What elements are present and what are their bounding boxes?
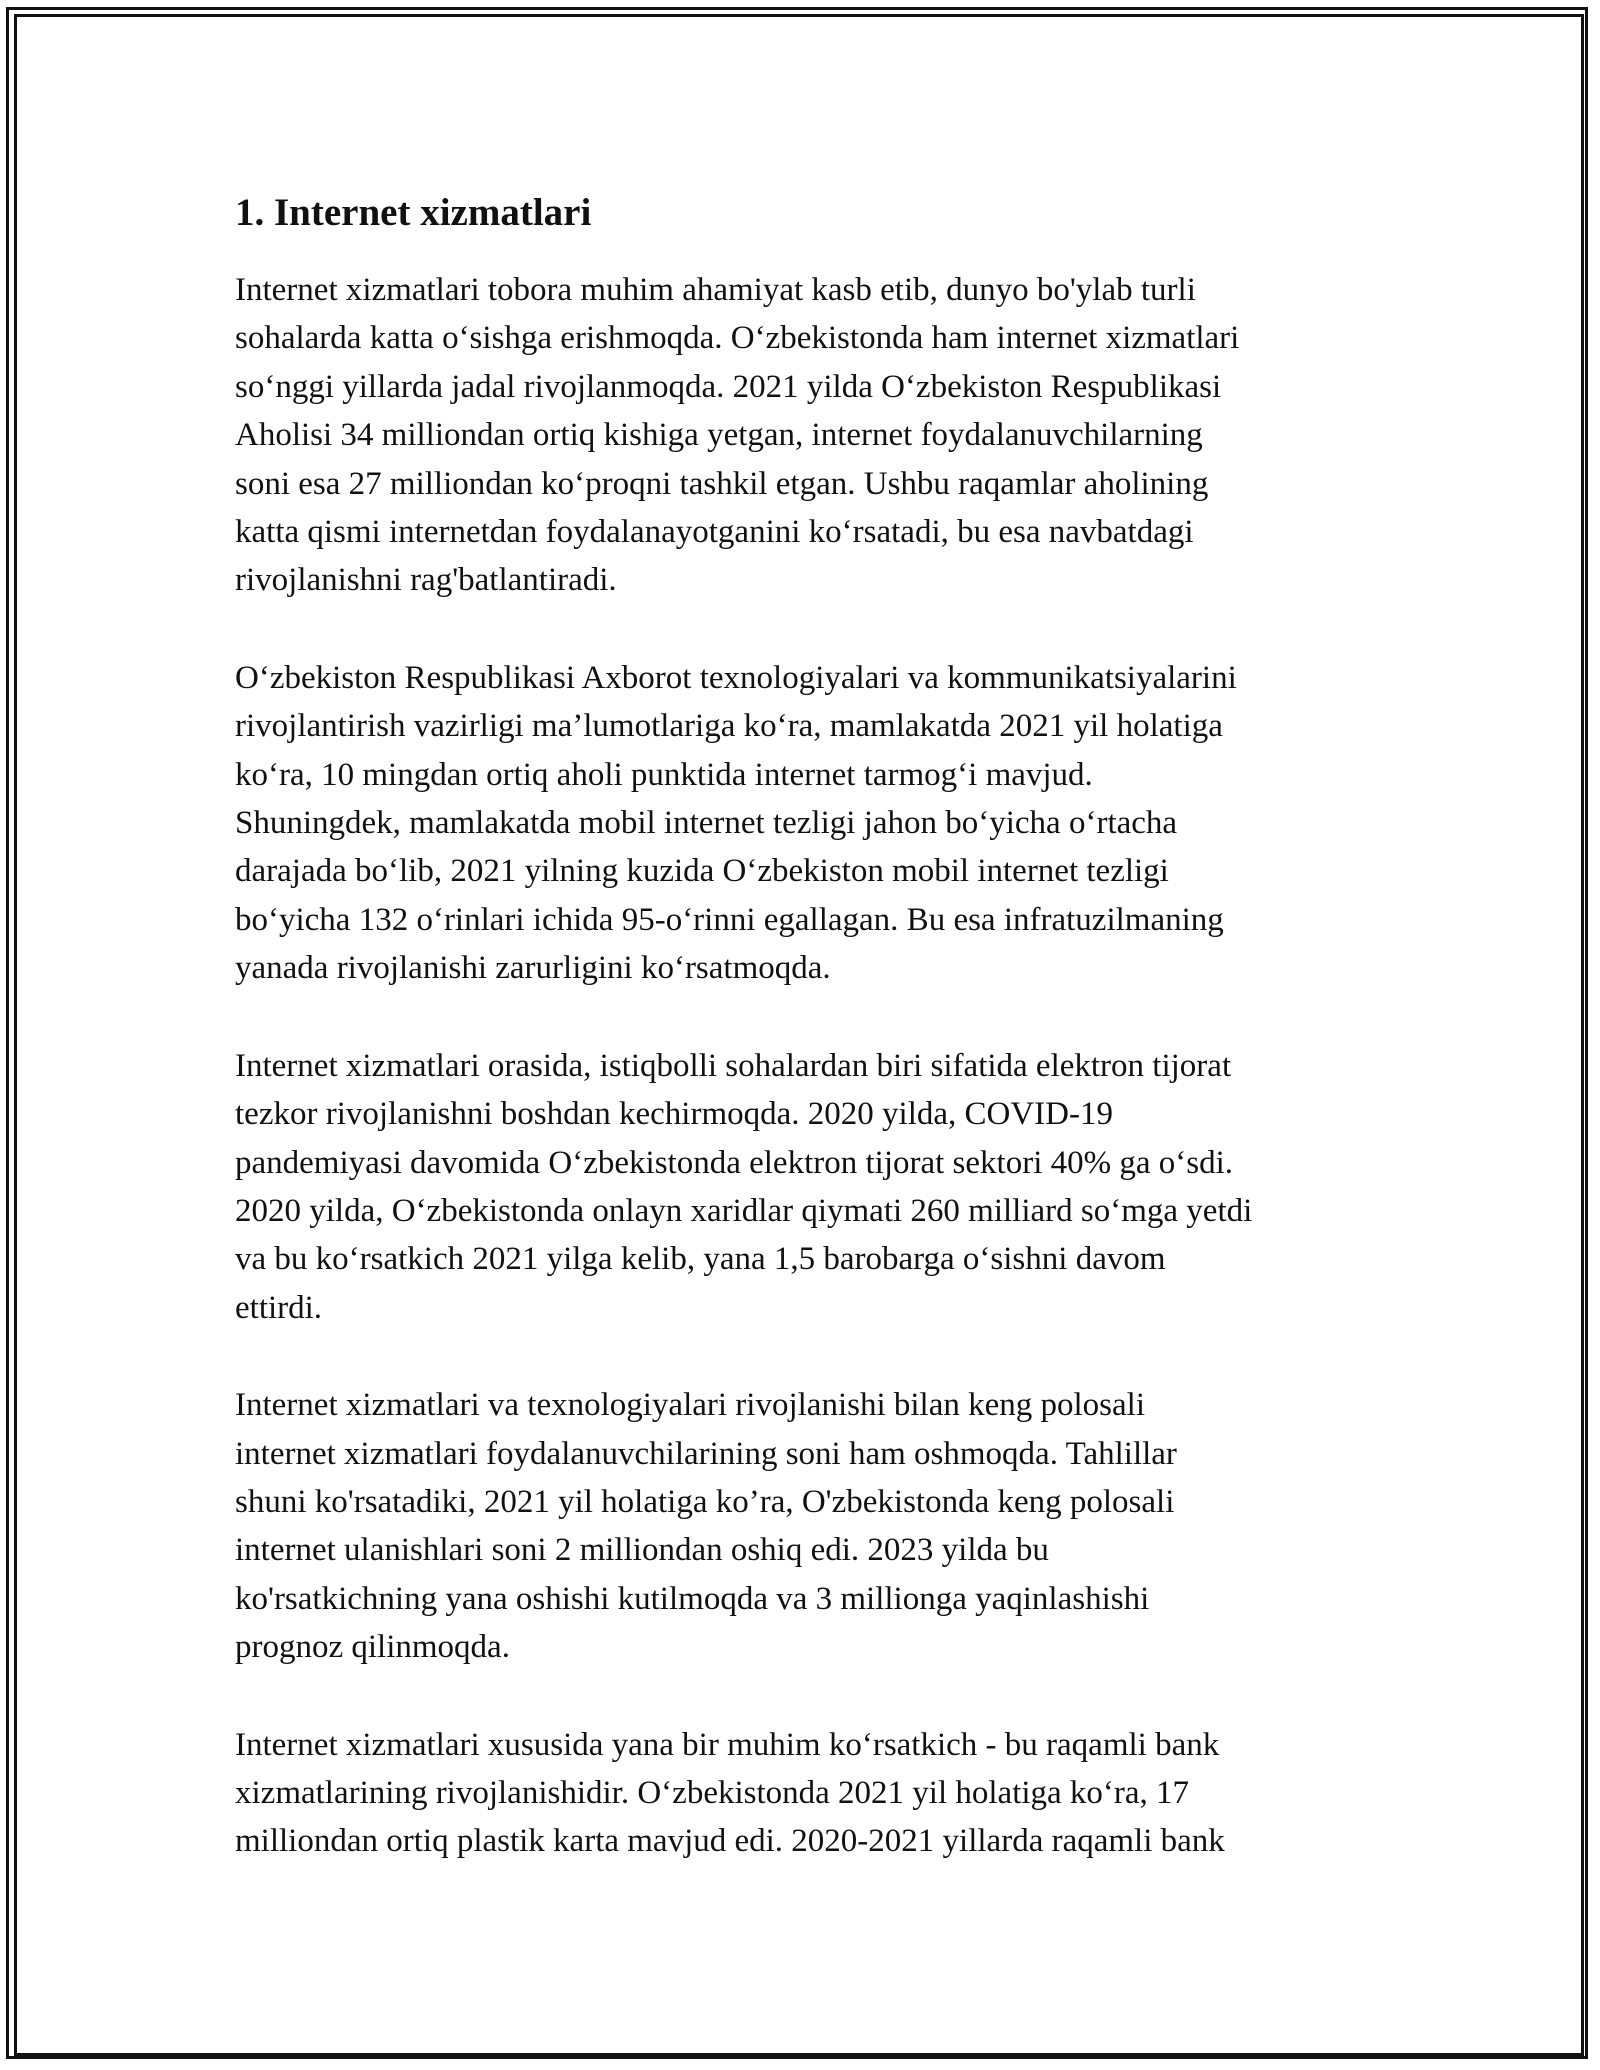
text-line: rivojlanishni rag'batlantiradi. — [235, 562, 617, 599]
section-heading: 1. Internet xizmatlari — [235, 191, 592, 234]
text-line: Shuningdek, mamlakatda mobil internet tezligi jahon bo‘yicha o‘rtacha — [235, 805, 1178, 842]
document-body — [235, 190, 1405, 1915]
text-line: rivojlantirish vazirligi ma’lumotlariga ko‘ra, mamlakatda 2021 yil holatiga — [235, 708, 1223, 745]
text-line: soni esa 27 milliondan ko‘proqni tashkil etgan. Ushbu raqamlar aholining — [235, 465, 1209, 502]
text-line: ko'rsatkichning yana oshishi kutilmoqda va 3 millionga yaqinlashishi — [235, 1580, 1150, 1617]
text-line: katta qismi internetdan foydalanayotganini ko‘rsatadi, bu esa navbatdagi — [235, 514, 1194, 551]
text-line: tezkor rivojlanishni boshdan kechirmoqda. 2020 yilda, COVID-19 — [235, 1096, 1113, 1133]
text-line: bo‘yicha 132 o‘rinlari ichida 95-o‘rinni egallagan. Bu esa infratuzilmaning — [235, 901, 1224, 938]
text-line: Internet xizmatlari xususida yana bir muhim ko‘rsatkich - bu raqamli bank — [235, 1726, 1220, 1763]
text-line: internet ulanishlari soni 2 milliondan oshiq edi. 2023 yilda bu — [235, 1532, 1049, 1569]
paragraph — [235, 266, 1405, 605]
text-line: Internet xizmatlari va texnologiyalari rivojlanishi bilan keng polosali — [235, 1387, 1145, 1424]
text-line: pandemiyasi davomida O‘zbekistonda elektron tijorat sektori 40% ga o‘sdi. — [235, 1144, 1233, 1181]
text-line: xizmatlarining rivojlanishidir. O‘zbekistonda 2021 yil holatiga ko‘ra, 17 — [235, 1774, 1190, 1811]
text-line: O‘zbekiston Respublikasi Axborot texnologiyalari va kommunikatsiyalarini — [235, 659, 1237, 696]
text-line: internet xizmatlari foydalanuvchilarining soni ham oshmoqda. Tahlillar — [235, 1435, 1177, 1472]
text-line: Aholisi 34 milliondan ortiq kishiga yetgan, internet foydalanuvchilarning — [235, 417, 1203, 454]
text-line: va bu ko‘rsatkich 2021 yilga kelib, yana 1,5 barobarga o‘sishni davom — [235, 1241, 1166, 1278]
paragraph — [235, 1721, 1405, 1866]
text-line: shuni ko'rsatadiki, 2021 yil holatiga ko’ra, O'zbekistonda keng polosali — [235, 1483, 1175, 1520]
paragraph — [235, 654, 1405, 993]
paragraph — [235, 1042, 1405, 1332]
text-line: so‘nggi yillarda jadal rivojlanmoqda. 2021 yilda O‘zbekiston Respublikasi — [235, 368, 1222, 405]
paragraph — [235, 1381, 1405, 1671]
text-line: sohalarda katta o‘sishga erishmoqda. O‘zbekistonda ham internet xizmatlari — [235, 320, 1240, 357]
text-line: yanada rivojlanishi zarurligini ko‘rsatmoqda. — [235, 950, 831, 987]
text-line: milliondan ortiq plastik karta mavjud edi. 2020-2021 yillarda raqamli bank — [235, 1823, 1225, 1860]
text-line: Internet xizmatlari tobora muhim ahamiyat kasb etib, dunyo bo'ylab turli — [235, 272, 1196, 308]
text-line: prognoz qilinmoqda. — [235, 1629, 510, 1666]
text-line: ko‘ra, 10 mingdan ortiq aholi punktida internet tarmog‘i mavjud. — [235, 756, 1093, 793]
text-line: darajada bo‘lib, 2021 yilning kuzida O‘zbekiston mobil internet tezligi — [235, 853, 1169, 890]
text-line: ettirdi. — [235, 1289, 323, 1326]
text-line: 2020 yilda, O‘zbekistonda onlayn xaridlar qiymati 260 milliard so‘mga yetdi — [235, 1192, 1253, 1229]
text-line: Internet xizmatlari orasida, istiqbolli sohalardan biri sifatida elektron tijorat — [235, 1047, 1232, 1084]
